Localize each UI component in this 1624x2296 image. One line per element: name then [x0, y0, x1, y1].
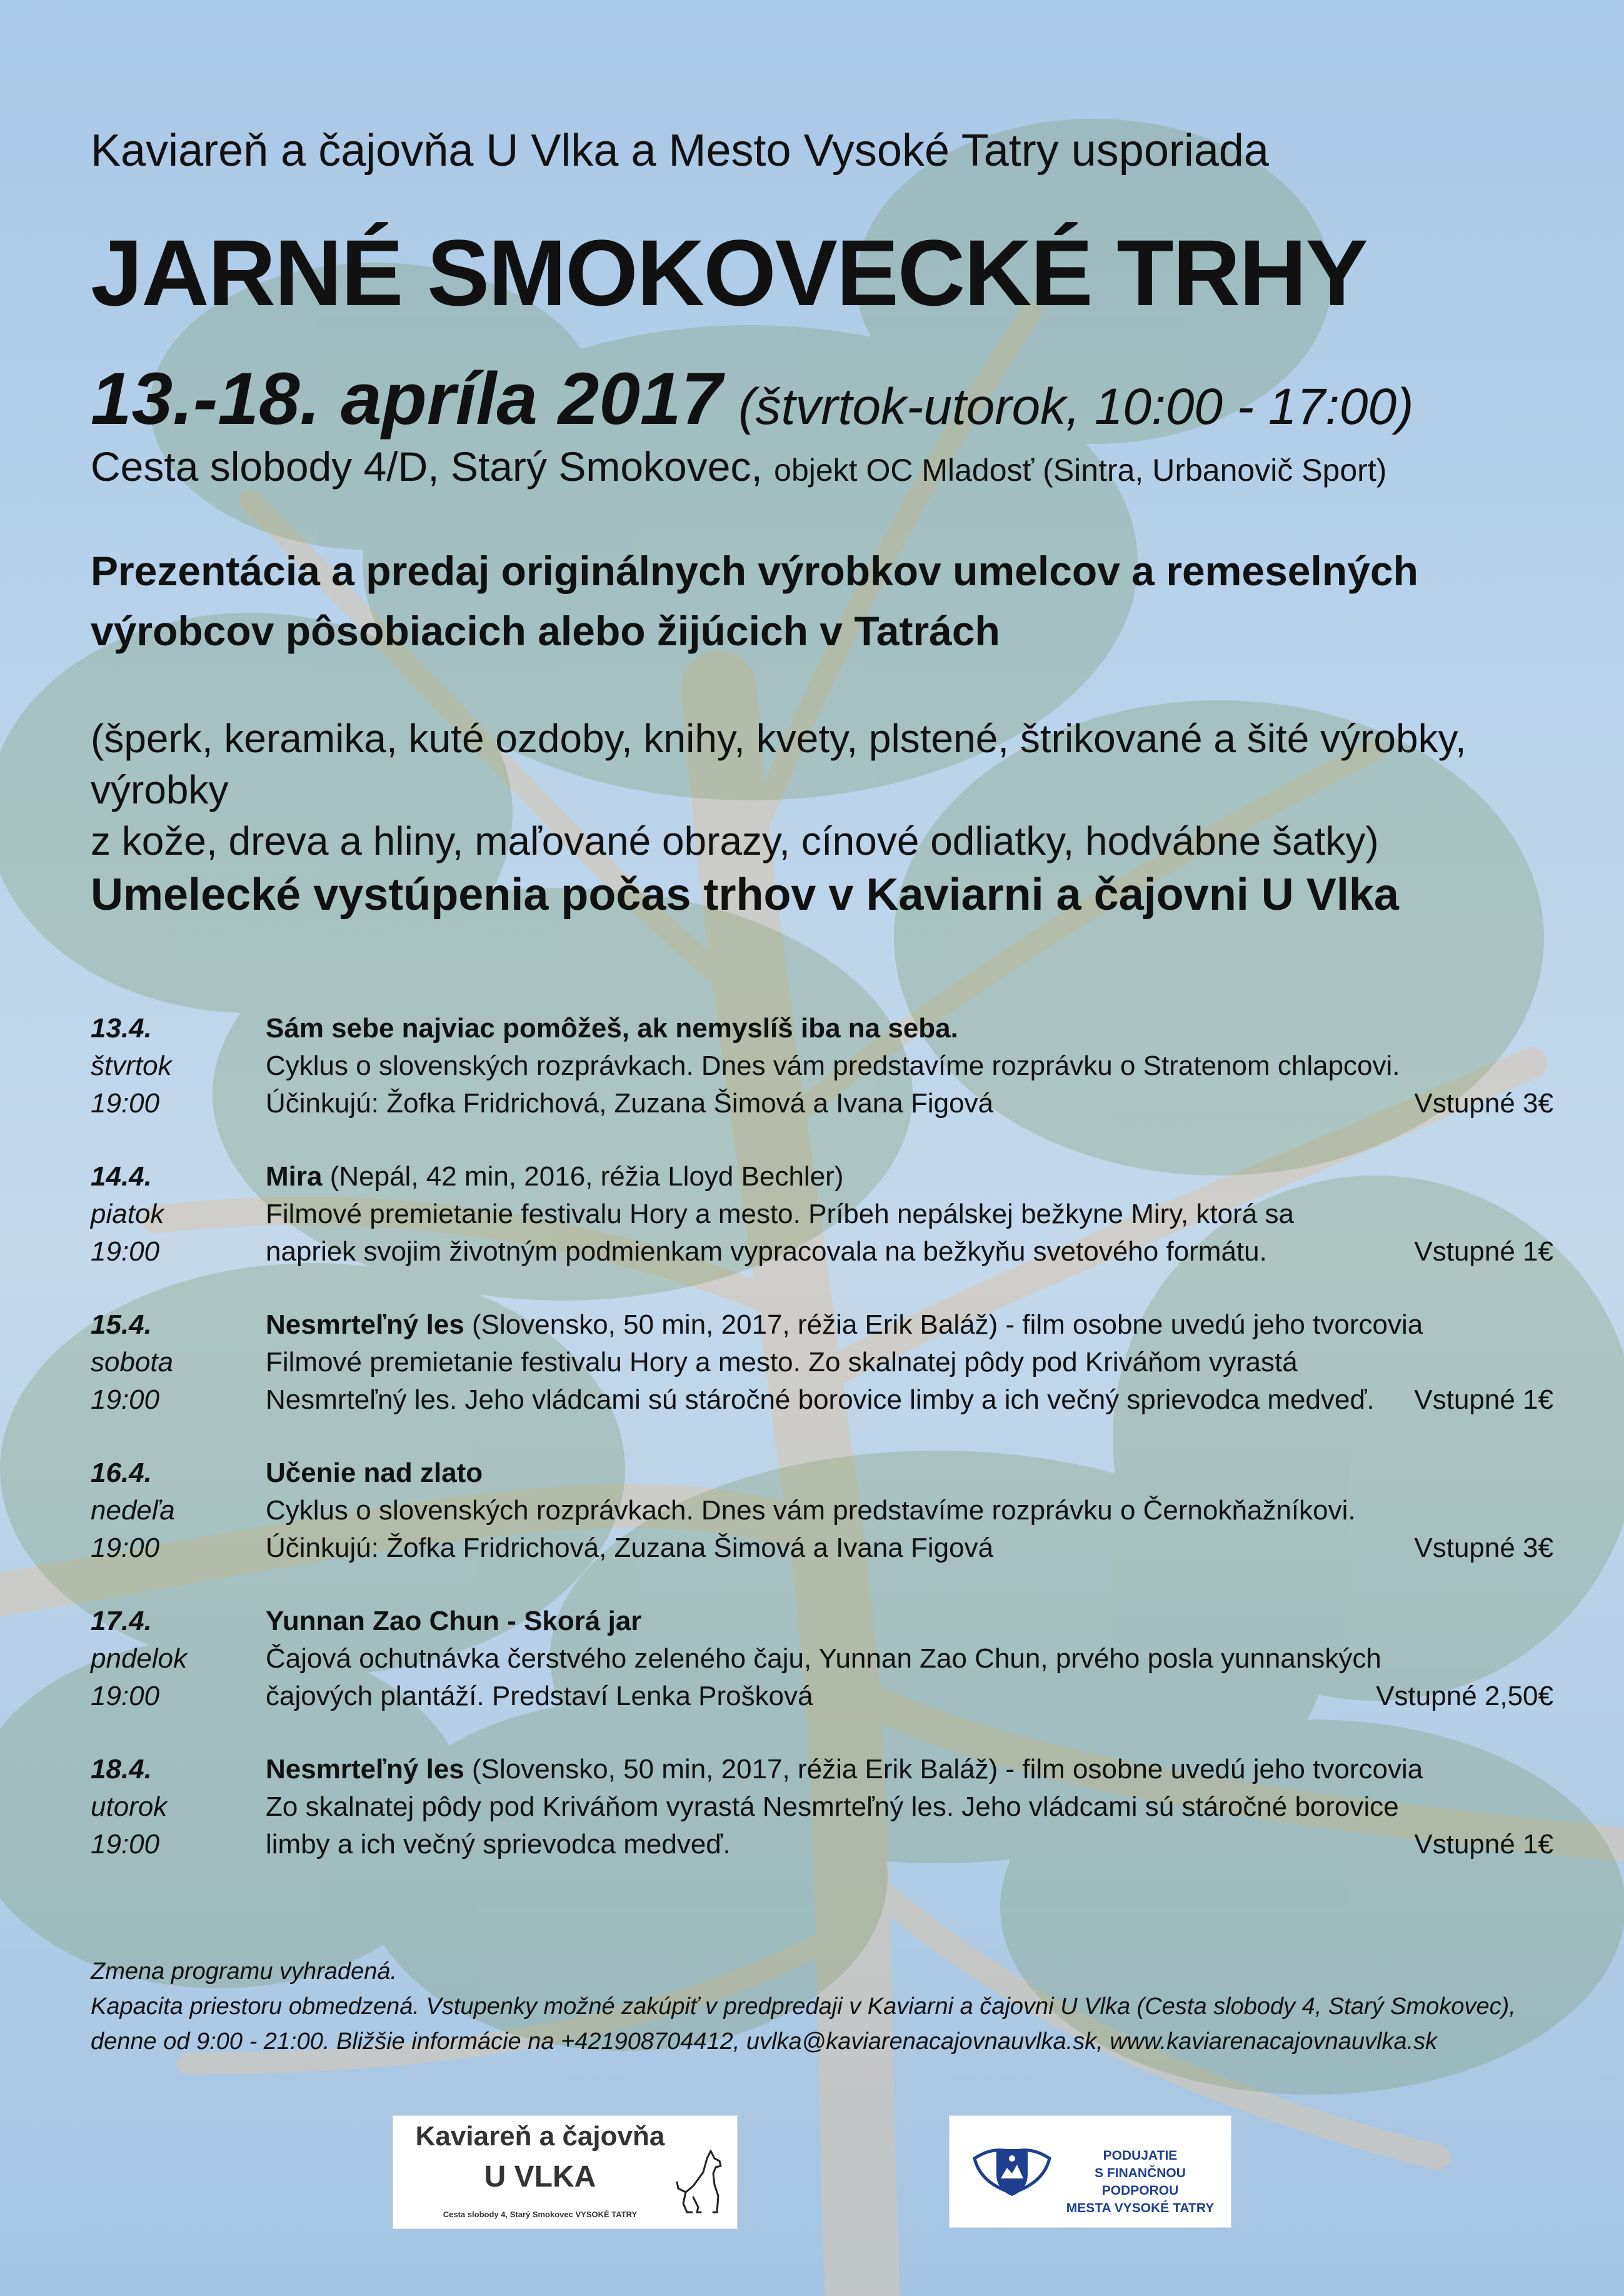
program-title-line: [266, 1606, 641, 1637]
program-price: Vstupné 2,50€: [1376, 1681, 1553, 1711]
program-date: 13.4.: [91, 1013, 152, 1044]
cafe-logo-address: Cesta slobody 4, Starý Smokovec VYSOKÉ TATRY: [443, 2210, 638, 2219]
town-support-text: [1062, 2147, 1218, 2217]
program-title-details: (Nepál, 42 min, 2016, réžia Lloyd Bechler): [322, 1161, 844, 1192]
program-description-2: Účinkujú: Žofka Fridrichová, Zuzana Šimová a Ivana Figová: [266, 1088, 994, 1119]
program-day: pndelok: [91, 1643, 188, 1674]
cafe-logo-name: Kaviareň a čajovňa: [415, 2121, 665, 2152]
program-title-line: [266, 1754, 1423, 1785]
program-date: 18.4.: [91, 1754, 152, 1785]
program-item: [91, 1161, 1553, 1280]
program-description: Cyklus o slovenských rozprávkach. Dnes vám predstavíme rozprávku o Stratenom chlapcovi.: [266, 1050, 1400, 1081]
program-time: 19:00: [91, 1384, 160, 1415]
town-support-line-2: S FINANČNOU PODPOROU: [1095, 2166, 1186, 2198]
program-description-2: Nesmrteľný les. Jeho vládcami sú stáročné borovice limby a ich večný sprievodca medveď.: [266, 1384, 1375, 1415]
wolf-icon: [674, 2147, 737, 2222]
performances-heading: Umelecké vystúpenia počas trhov v Kaviarni a čajovni U Vlka: [91, 870, 1399, 920]
cafe-logo-subname: U VLKA: [484, 2160, 596, 2193]
program-day: piatok: [91, 1199, 164, 1229]
program-description: Čajová ochutnávka čerstvého zeleného čaju, Yunnan Zao Chun, prvého posla yunnanských: [266, 1643, 1381, 1674]
presentation-line-1: Prezentácia a predaj originálnych výrobkov umelcov a remeselných: [91, 548, 1418, 594]
town-crest-icon: [968, 2133, 1056, 2208]
program-description: Filmové premietanie festivalu Hory a mesto. Príbeh nepálskej bežkyne Miry, ktorá sa: [266, 1199, 1294, 1229]
program-description: Filmové premietanie festivalu Hory a mesto. Zo skalnatej pôdy pod Kriváňom vyrastá: [266, 1347, 1298, 1377]
program-title: Yunnan Zao Chun - Skorá jar: [266, 1606, 642, 1636]
program-date: 15.4.: [91, 1309, 152, 1340]
program-title-line: [266, 1458, 483, 1489]
presentation-line-2: výrobcov pôsobiacich alebo žijúcich v Tatrách: [91, 608, 1000, 654]
organizer-intro: Kaviareň a čajovňa U Vlka a Mesto Vysoké Tatry usporiada: [91, 126, 1269, 176]
program-price: Vstupné 1€: [1414, 1829, 1553, 1860]
address-main: Cesta slobody 4/D, Starý Smokovec,: [91, 443, 763, 490]
program-item: [91, 1754, 1553, 1873]
program-description-2: čajových plantáží. Predstaví Lenka Prošková: [266, 1681, 813, 1711]
program-time: 19:00: [91, 1088, 160, 1119]
program-description: Zo skalnatej pôdy pod Kriváňom vyrastá Nesmrteľný les. Jeho vládcami sú stáročné borovice: [266, 1791, 1399, 1822]
address-detail: objekt OC Mladosť (Sintra, Urbanovič Sport): [774, 453, 1387, 488]
goods-line-2: z kože, dreva a hliny, maľované obrazy, cínové odliatky, hodvábne šatky): [91, 818, 1379, 864]
program-description: Cyklus o slovenských rozprávkach. Dnes vám predstavíme rozprávku o Černokňažníkovi.: [266, 1495, 1356, 1526]
program-price: Vstupné 1€: [1414, 1384, 1553, 1415]
program-title-line: [266, 1161, 843, 1192]
program-title: Nesmrteľný les: [266, 1309, 464, 1340]
town-support-logo: [949, 2115, 1231, 2228]
program-item: [91, 1458, 1553, 1576]
program-day: nedeľa: [91, 1495, 175, 1526]
footer-notes: [91, 1954, 1591, 2059]
program-time: 19:00: [91, 1236, 160, 1267]
footer-line-1: Zmena programu vyhradená.: [91, 1958, 398, 1985]
program-description-2: limby a ich večný sprievodca medveď.: [266, 1829, 731, 1860]
goods-list: [91, 713, 1578, 867]
town-support-line-3: MESTA VYSOKÉ TATRY: [1066, 2201, 1215, 2215]
program-title: Sám sebe najviac pomôžeš, ak nemyslíš iba na seba.: [266, 1013, 958, 1044]
program-title-line: [266, 1013, 958, 1044]
program-day: štvrtok: [91, 1050, 172, 1081]
program-item: [91, 1013, 1553, 1132]
footer-line-3: denne od 9:00 - 21:00. Bližšie informácie na +421908704412, uvlka@kaviarenacajovnauvlka.sk, www.kaviarenacajovnauvlka.sk: [91, 2028, 1438, 2055]
program-item: [91, 1309, 1553, 1428]
program-date: 17.4.: [91, 1606, 152, 1636]
days-and-hours: (štvrtok-utorok, 10:00 - 17:00): [738, 378, 1414, 435]
program-title-details: (Slovensko, 50 min, 2017, réžia Erik Baláž) - film osobne uvedú jeho tvorcovia: [464, 1309, 1423, 1340]
program-title: Učenie nad zlato: [266, 1458, 483, 1488]
program-description-2: napriek svojim životným podmienkam vypracovala na bežkyňu svetového formátu.: [266, 1236, 1267, 1267]
footer-line-2: Kapacita priestoru obmedzená. Vstupenky možné zakúpiť v predpredaji v Kaviarni a čajovni U Vlka (Cesta slobody 4, Starý Smokovec),: [91, 1993, 1516, 2020]
program-time: 19:00: [91, 1829, 160, 1860]
program-price: Vstupné 1€: [1414, 1236, 1553, 1267]
program-day: sobota: [91, 1347, 174, 1377]
town-support-line-1: PODUJATIE: [1103, 2148, 1178, 2163]
date-range: 13.-18. apríla 2017: [91, 358, 723, 440]
program-time: 19:00: [91, 1533, 160, 1563]
program-title-line: [266, 1309, 1423, 1341]
program-description-2: Účinkujú: Žofka Fridrichová, Zuzana Šimová a Ivana Figová: [266, 1533, 994, 1563]
presentation-text: [91, 541, 1547, 661]
goods-line-1: (šperk, keramika, kuté ozdoby, knihy, kvety, plstené, štrikované a šité výrobky, výrobky: [91, 716, 1466, 812]
program-date: 14.4.: [91, 1161, 152, 1192]
program-price: Vstupné 3€: [1414, 1088, 1553, 1119]
event-address: [91, 443, 1386, 490]
program-price: Vstupné 3€: [1414, 1533, 1553, 1563]
program-time: 19:00: [91, 1681, 160, 1711]
cafe-logo: [393, 2115, 738, 2229]
program-title-details: (Slovensko, 50 min, 2017, réžia Erik Baláž) - film osobne uvedú jeho tvorcovia: [464, 1754, 1423, 1785]
event-title: JARNÉ SMOKOVECKÉ TRHY: [91, 220, 1367, 325]
program-title: Mira: [266, 1161, 323, 1192]
program-title: Nesmrteľný les: [266, 1754, 464, 1785]
program-date: 16.4.: [91, 1458, 152, 1488]
program-item: [91, 1606, 1553, 1725]
event-dates: [91, 356, 1413, 441]
program-day: utorok: [91, 1791, 168, 1822]
